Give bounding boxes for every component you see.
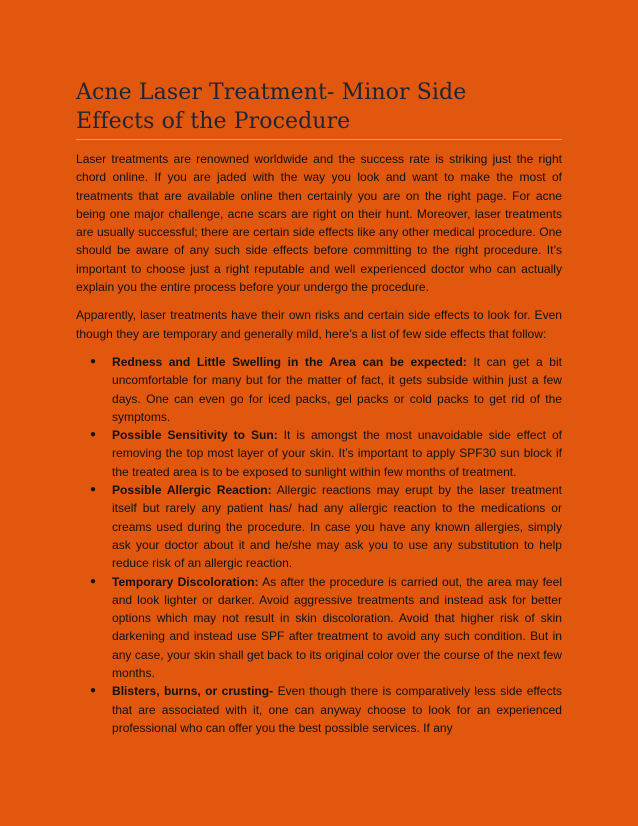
document-title: [76, 78, 562, 136]
bullet-icon: ●: [90, 429, 97, 441]
list-item-text: Even though there is comparatively less side effects that are associated with it, one can anyway choose to look for an experienced professional who can offer you the best possible services. If any: [112, 684, 562, 735]
title-divider: [76, 139, 562, 140]
side-effects-list: [76, 353, 562, 737]
list-item-heading: Blisters, burns, or crusting-: [112, 684, 274, 699]
list-item: [90, 481, 562, 572]
list-item: [90, 573, 562, 683]
bullet-icon: ●: [90, 484, 97, 496]
list-item-heading: Possible Sensitivity to Sun:: [112, 428, 278, 443]
list-item-text: As after the procedure is carried out, the area may feel and look lighter or darker. Avoid aggressive treatments and instead ask for better options which may not result in skin discoloration. Avoid that higher risk of skin darkening and instead use SPF after treatment to avoid any such condition. But in any case, your skin shall get back to its original color over the course of the next few months.: [112, 574, 562, 681]
list-item-heading: Possible Allergic Reaction:: [112, 483, 272, 498]
title-line-2: Effects of the Procedure: [76, 109, 351, 134]
list-item-heading: Redness and Little Swelling in the Area can be expected:: [112, 354, 467, 369]
list-item: [90, 353, 562, 426]
title-line-1: Acne Laser Treatment- Minor Side: [76, 80, 467, 105]
intro-paragraph: Laser treatments are renowned worldwide and the success rate is striking just the right chord online. If you are jaded with the way you look and want to make the most of treatments that are available online then certainly you are on the right page. For acne being one major challenge, acne scars are right on their hunt. Moreover, laser treatments are usually successful; there are certain side effects like any other medical procedure. One should be aware of any such side effects before committing to the right procedure. It’s important to choose just a right reputable and well experienced doctor who can actually explain you the entire process before your undergo the procedure.: [76, 152, 562, 295]
bullet-icon: ●: [90, 685, 97, 697]
list-item-text: It can get a bit uncomfortable for many but for the matter of fact, it gets subside within just a few days. One can even go for iced packs, gel packs or cold packs to get rid of the symptoms.: [112, 354, 562, 424]
list-item: [90, 426, 562, 481]
list-item-heading: Temporary Discoloration:: [112, 574, 259, 589]
list-item-text: Allergic reactions may erupt by the laser treatment itself but rarely any patient has/ had any allergic reaction to the medications or creams used during the procedure. In case you have any known allergies, simply ask your doctor about it and he/she may ask you to use any substitution to help reduce risk of an allergic reaction.: [112, 483, 562, 571]
list-intro-paragraph: Apparently, laser treatments have their own risks and certain side effects to look for. Even though they are temporary and generally mild, here’s a list of few side effects that follow:: [76, 308, 562, 341]
list-item-text: It is amongst the most unavoidable side effect of removing the top most layer of your skin. It’s important to apply SPF30 sun block if the treated area is to be exposed to sunlight within few months of treatment.: [112, 428, 562, 479]
bullet-icon: ●: [90, 575, 97, 587]
bullet-icon: ●: [90, 355, 97, 367]
list-item: [90, 682, 562, 737]
